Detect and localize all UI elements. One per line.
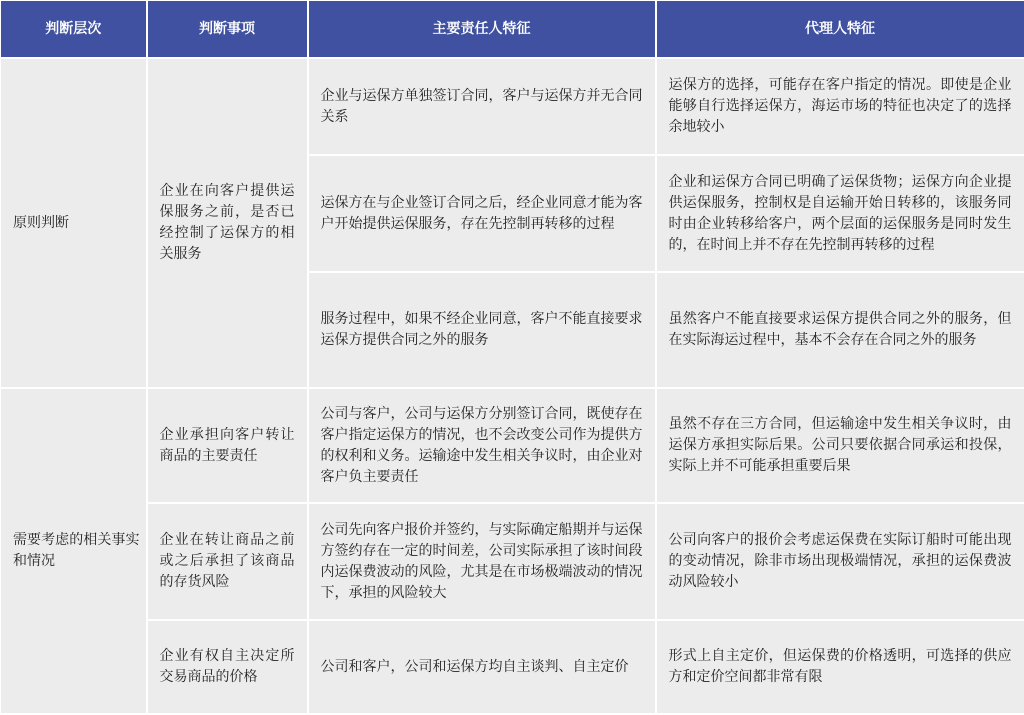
header-level: 判断层次 [1,1,147,59]
header-item: 判断事项 [147,1,308,59]
header-agent: 代理人特征 [656,1,1024,59]
agent-cell: 运保方的选择，可能存在客户指定的情况。即使是企业能够自行选择运保方，海运市场的特征也决定了的选择余地较小 [656,58,1024,155]
header-principal: 主要责任人特征 [308,1,656,59]
table-header-row [1,1,1024,59]
principal-cell: 公司先向客户报价并签约，与实际确定船期并与运保方签约存在一定的时间差，公司实际承担了该时间段内运保费波动的风险，尤其是在市场极端波动的情况下，承担的风险较大 [308,503,656,620]
agent-cell: 企业和运保方合同已明确了运保货物；运保方向企业提供运保服务，控制权是自运输开始日转移的，该服务同时由企业转移给客户，两个层面的运保服务是同时发生的，在时间上并不存在先控制再转移的过程 [656,155,1024,272]
principal-cell: 企业与运保方单独签订合同，客户与运保方并无合同关系 [308,58,656,155]
level-cell: 需要考虑的相关事实和情况 [1,388,147,714]
agent-cell: 虽然不存在三方合同，但运输途中发生相关争议时，由运保方承担实际后果。公司只要依据合同承运和投保，实际上并不可能承担重要后果 [656,388,1024,503]
principal-cell: 公司和客户，公司和运保方均自主谈判、自主定价 [308,620,656,714]
principal-cell: 运保方在与企业签订合同之后，经企业同意才能为客户开始提供运保服务，存在先控制再转移的过程 [308,155,656,272]
item-cell: 企业承担向客户转让商品的主要责任 [147,388,308,503]
principal-cell: 公司与客户，公司与运保方分别签订合同，既使存在客户指定运保方的情况，也不会改变公司作为提供方的权利和义务。运输途中发生相关争议时，由企业对客户负主要责任 [308,388,656,503]
agent-cell: 形式上自主定价，但运保费的价格透明，可选择的供应方和定价空间都非常有限 [656,620,1024,714]
item-cell: 企业有权自主决定所交易商品的价格 [147,620,308,714]
table-row [1,58,1024,155]
table-row [1,620,1024,714]
agent-cell: 公司向客户的报价会考虑运保费在实际订船时可能出现的变动情况，除非市场出现极端情况，承担的运保费波动风险较小 [656,503,1024,620]
item-cell: 企业在转让商品之前或之后承担了该商品的存货风险 [147,503,308,620]
level-cell: 原则判断 [1,58,147,388]
item-cell: 企业在向客户提供运保服务之前，是否已经控制了运保方的相关服务 [147,58,308,388]
agent-cell: 虽然客户不能直接要求运保方提供合同之外的服务，但在实际海运过程中，基本不会存在合同之外的服务 [656,272,1024,388]
table-row [1,388,1024,503]
principal-cell: 服务过程中，如果不经企业同意，客户不能直接要求运保方提供合同之外的服务 [308,272,656,388]
table-row [1,503,1024,620]
